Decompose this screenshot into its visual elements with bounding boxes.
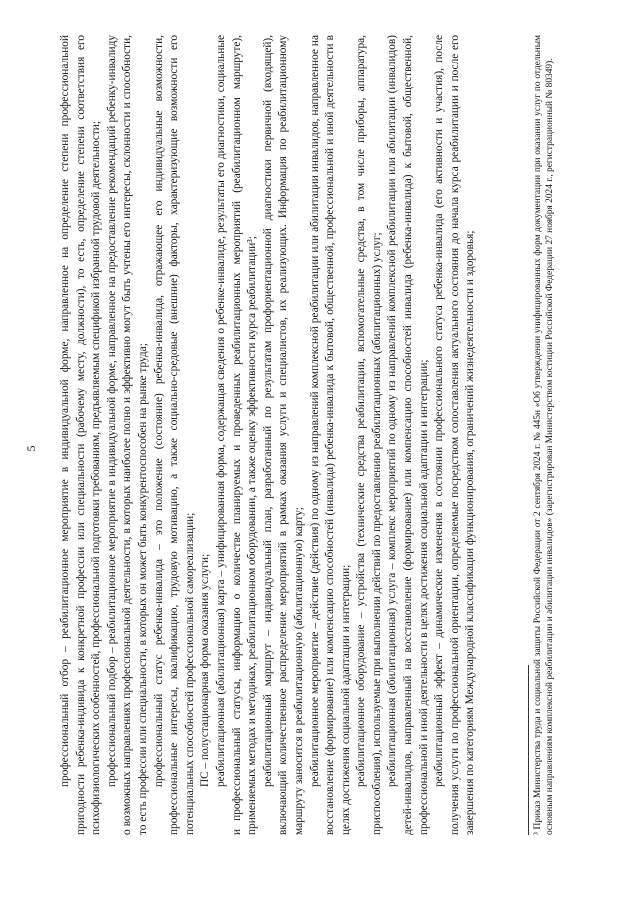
paragraph-professional-matching: профессиональный подбор – реабилитационное мероприятие в индивидуальной форме, направленное на предоставление рекомендаций ребенку-инвалиду о возможных направлениях профессиональной деятельности, в которых наиболее полно и эффективно могут быть учтены его интересы, склонности и способности, то есть профессии или специальности, в которых он может быть конкурентоспособен на рынке труда; (105, 35, 149, 835)
document-body (58, 35, 479, 835)
paragraph-rehab-card: реабилитационная (абилитационная) карта – унифицированная форма, содержащая сведения о ребенке-инвалиде, результаты его диагностики, социальные и профессиональный статусы, информацию о количестве планируемых и проведенных реабилитационных мероприятий (реабилитационном маршруте), применяемых методах и методиках, реабилитационном оборудовании, а также оценку эффективности курса реабилитации³; (214, 35, 259, 835)
paragraph-professional-selection: профессиональный отбор – реабилитационное мероприятие в индивидуальной форме, направленное на определение степени профессиональной пригодности ребенка-индивида к конкретной профессии или специальности (рабочему месту, должности), то есть, определение степени соответствия его психофизиологических особенностей, профессиональной подготовки требованиям, предъявляемым спецификой избранной трудовой деятельности; (59, 35, 103, 835)
footnote: ³ Приказ Министерства труда и социальной защиты Российской Федерации от 2 сентября 2024 г. № 445н «Об утверждении унифицированных форм документации при оказании услуг по отдельным основным направлениям комплексной реабилитации и абилитации инвалидов» (зарегистрирован Министерством юстиции Российской Федерации 27 ноября 2024 г., регистрационный № 80349). (533, 35, 555, 835)
paragraph-rehab-effect: реабилитационный эффект – динамические изменения в состоянии профессионального статуса ребенка-инвалида (его активности и участия), после получения услуги по профессиональной ориентации, определяемые посредством сопоставления актуального состояния до начала курса реабилитации и после его завершения по категориям Международной классификации функционирования, ограничений жизнедеятельности и здоровья; (433, 35, 477, 835)
page-number: 5 (24, 445, 38, 452)
paragraph-rehab-equipment: реабилитационное оборудование – устройства (технические средства реабилитации, вспомогательные средства, в том числе приборы, аппаратура, приспособления), используемые при выполнении действий по предоставлению реабилитационных (абилитационных) услуг; (355, 35, 383, 835)
footnote-separator (528, 665, 529, 835)
paragraph-rehab-service: реабилитационная (абилитационная) услуга – комплекс мероприятий по одному из направлений комплексной реабилитации или абилитации (инвалидов) детей-инвалидов, направленный на восстановление (формирование) или компенсацию способностей инвалида (ребенка-инвалида) к бытовой, общественной, профессиональной и иной деятельности в целях достижения социальной адаптации и интеграции; (386, 35, 430, 835)
paragraph-rehab-route: реабилитационный маршрут – индивидуальный план, разработанный по результатам профориентационной диагностики первичной (входящей), включающий количественное распределение мероприятий в рамках оказания услуги и специалистов, их реализующих. Информация по реабилитационному маршруту заносится в реабилитационную (абилитационную) карту; (261, 35, 305, 835)
paragraph-professional-status: профессиональный статус ребенка-инвалида – это положение (состояние) ребенка-инвалида, отражающее его индивидуальные возможности, профессиональные интересы, квалификацию, трудовую мотивацию, а также социально-средовые (внешние) факторы, характеризующие возможности его потенциальных способностей профессиональной самореализации; (152, 35, 196, 835)
paragraph-rehab-measure: реабилитационное мероприятие – действие (действия) по одному из направлений комплексной реабилитации или абилитации инвалидов, направленное на восстановление (формирование) или компенсацию способностей (инвалида) ребенка-инвалида к бытовой, общественной, профессиональной и иной деятельности в целях достижения социальной адаптации и интеграции; (308, 35, 352, 835)
paragraph-ps: ПС – полустационарная форма оказания услуги; (199, 553, 212, 787)
